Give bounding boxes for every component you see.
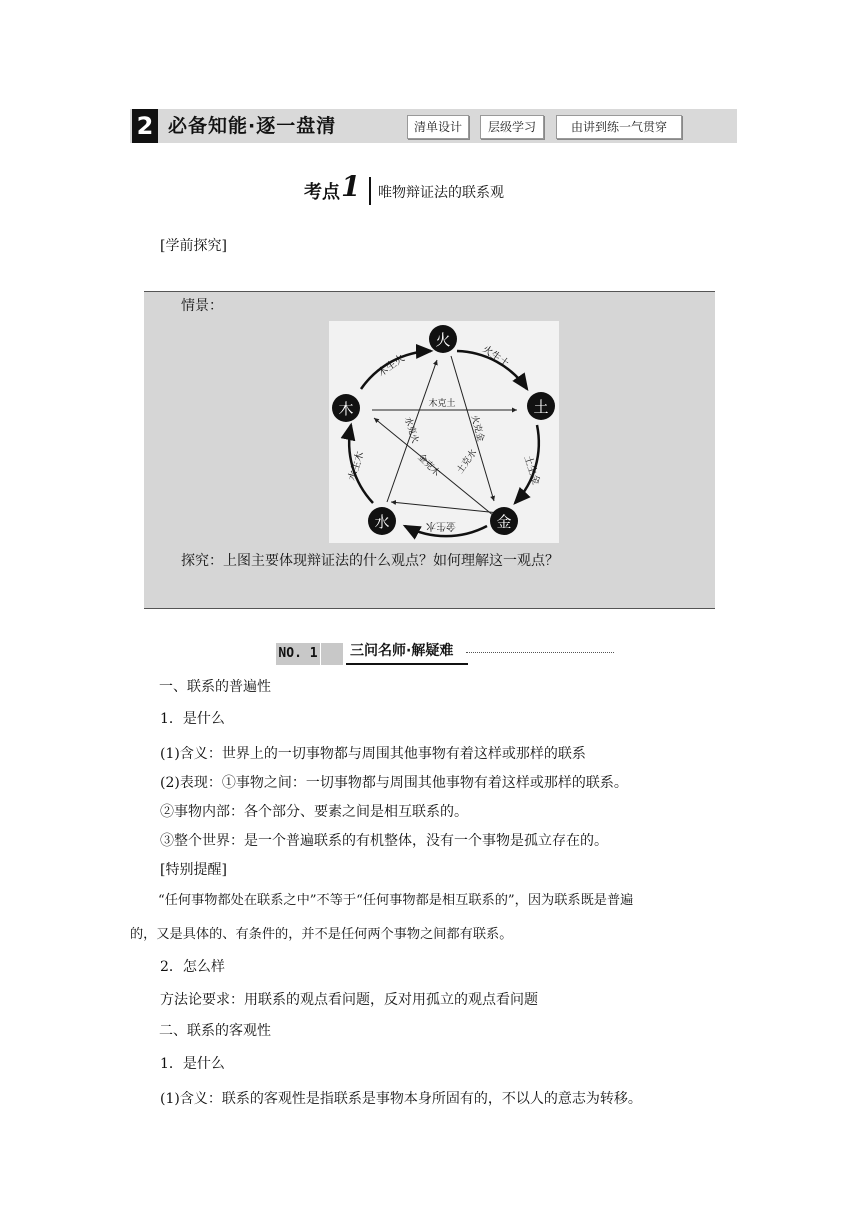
scenario-question: 探究：上图主要体现辩证法的什么观点？如何理解这一观点？ [181, 553, 559, 569]
tag-lecture-to-practice: 由讲到练一气贯穿 [556, 115, 682, 139]
text-expression: (2)表现：①事物之间：一切事物都与周围其他事物有着这样或那样的联系。 [160, 775, 628, 791]
tag-tiered-learning: 层级学习 [480, 115, 544, 139]
label-fire-overcomes-metal: 火克金 [468, 414, 486, 443]
metal-label: 金 [496, 513, 512, 531]
label-fire-generates-earth: 火生土 [479, 343, 511, 371]
label-metal-overcomes-wood: 金克木 [415, 452, 442, 479]
section-number: 2 [132, 109, 158, 143]
five-elements-diagram [329, 321, 559, 543]
subheading-what-1: 1．是什么 [160, 711, 225, 727]
qa-dotted-rule [466, 652, 614, 653]
subheading-how: 2．怎么样 [160, 959, 225, 975]
label-wood-overcomes-earth: 木克土 [428, 399, 456, 409]
reminder-line-1: “任何事物都处在联系之中”不等于“任何事物都是相互联系的”，因为联系既是普遍 [158, 893, 634, 908]
heading-universality: 一、联系的普遍性 [159, 679, 271, 695]
earth-label: 土 [533, 398, 549, 416]
label-water-generates-wood: 水生木 [346, 450, 367, 483]
label-earth-generates-metal: 土生金 [521, 454, 542, 487]
subheading-what-2: 1．是什么 [160, 1056, 225, 1072]
scenario-label: 情景： [181, 298, 223, 314]
text-world: ③整个世界：是一个普遍联系的有机整体，没有一个事物是孤立存在的。 [160, 833, 608, 849]
text-meaning: (1)含义：世界上的一切事物都与周围其他事物有着这样或那样的联系 [160, 746, 586, 762]
wood-label: 木 [338, 400, 354, 418]
tag-checklist-design: 清单设计 [407, 115, 469, 139]
section-title: 必备知能·逐一盘清 [168, 115, 337, 137]
topic-number: 1 [341, 170, 361, 203]
qa-decoration [321, 643, 343, 665]
text-internal: ②事物内部：各个部分、要素之间是相互联系的。 [160, 804, 468, 820]
water-label: 水 [374, 513, 390, 531]
text-method: 方法论要求：用联系的观点看问题，反对用孤立的观点看问题 [160, 992, 538, 1008]
label-earth-overcomes-water: 土克水 [455, 447, 480, 476]
text-objective-meaning: (1)含义：联系的客观性是指联系是事物本身所固有的，不以人的意志为转移。 [160, 1091, 642, 1107]
heading-objectivity: 二、联系的客观性 [159, 1023, 271, 1039]
label-water-overcomes-fire: 水克火 [401, 415, 420, 445]
qa-title: 三问名师·解疑难 [346, 639, 468, 665]
topic-divider [369, 177, 371, 205]
label-wood-generates-fire: 木生火 [376, 352, 408, 380]
pre-study-label: [学前探究] [160, 238, 227, 254]
label-metal-generates-water: 金生水 [426, 520, 456, 531]
qa-number: NO. 1 [276, 643, 320, 665]
diagram-background [329, 321, 559, 543]
topic-title: 唯物辩证法的联系观 [378, 185, 504, 201]
reminder-line-2: 的，又是具体的、有条件的，并不是任何两个事物之间都有联系。 [130, 927, 513, 942]
reminder-label: [特别提醒] [160, 862, 227, 878]
topic-prefix: 考点 [304, 182, 340, 203]
fire-label: 火 [435, 331, 451, 349]
